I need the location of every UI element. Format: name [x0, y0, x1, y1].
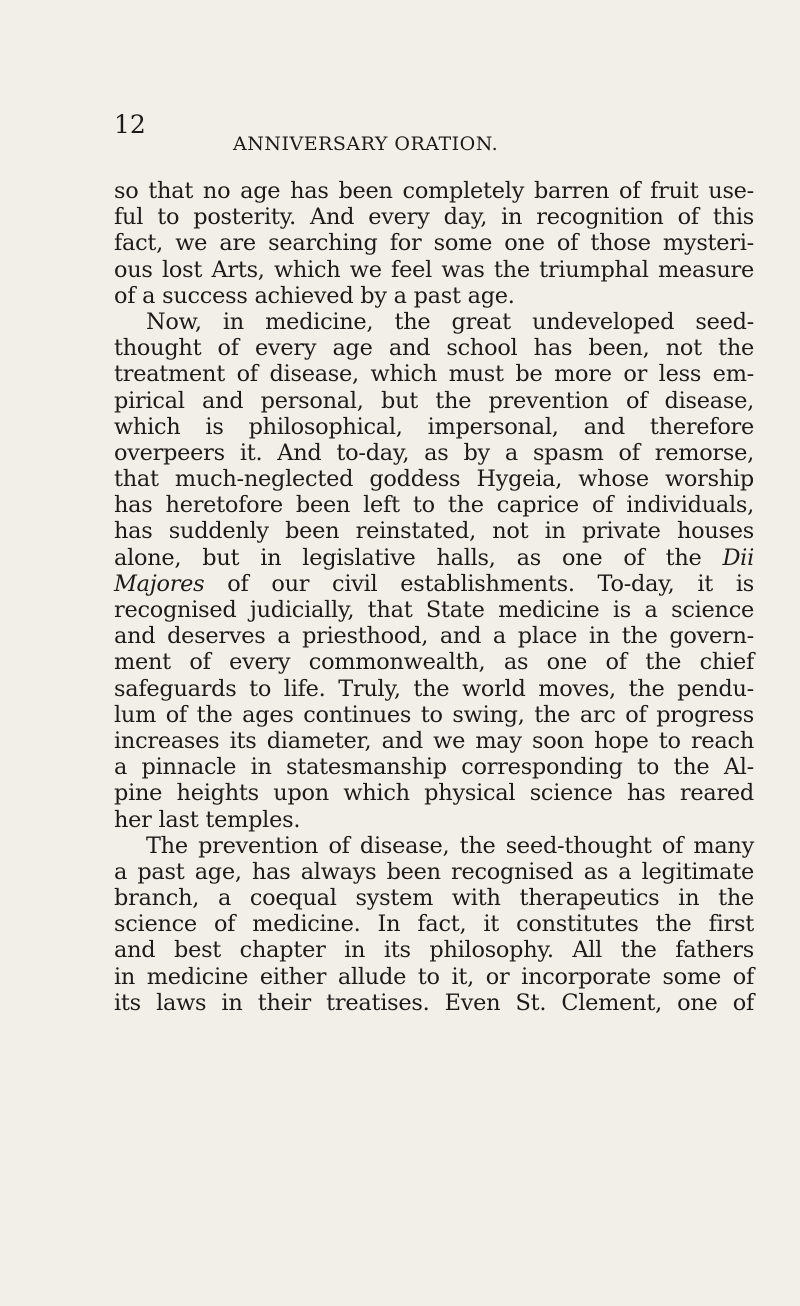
text-run: alone, but in legislative halls, as one of the [114, 544, 723, 571]
text-line: branch, a coequal system with therapeutics in the [114, 885, 754, 912]
text-line: that much-neglected goddess Hygeia, whose worship [114, 466, 754, 493]
text-line: and deserves a priesthood, and a place in the govern- [114, 623, 754, 650]
text-line: increases its diameter, and we may soon hope to reach [114, 727, 754, 754]
text-line: treatment of disease, which must be more or less em- [114, 361, 754, 388]
text-line: ful to posterity. And every day, in recognition of this [114, 204, 754, 231]
text-line: pirical and personal, but the prevention of disease, [114, 387, 754, 414]
page-number: 12 [114, 110, 146, 139]
text-line: ous lost Arts, which we feel was the triumphal measure [114, 256, 754, 283]
text-line: has heretofore been left to the caprice of individuals, [114, 492, 754, 519]
text-line: pine heights upon which physical science has reared [114, 780, 754, 807]
body-text [114, 178, 754, 1016]
text-line: of a success achieved by a past age. [114, 282, 515, 309]
text-line: lum of the ages continues to swing, the arc of progress [114, 701, 754, 728]
text-line: so that no age has been completely barren of fruit use- [114, 178, 754, 204]
text-line: which is philosophical, impersonal, and therefore [114, 413, 754, 440]
italic-text: Dii [722, 544, 754, 571]
text-line: a pinnacle in statesmanship corresponding to the Al- [114, 754, 754, 781]
text-line: Now, in medicine, the great undeveloped seed- [146, 308, 754, 335]
text-line-with-italic [114, 571, 754, 597]
text-line: a past age, has always been recognised as a legitimate [114, 858, 754, 885]
text-line: recognised judicially, that State medicine is a science [114, 597, 754, 623]
text-line-with-italic [114, 545, 754, 571]
text-line: safeguards to life. Truly, the world moves, the pendu- [114, 675, 754, 702]
text-line: in medicine either allude to it, or incorporate some of [114, 963, 754, 990]
text-line: science of medicine. In fact, it constitutes the first [114, 911, 754, 938]
text-line: The prevention of disease, the seed-thought of many [146, 832, 754, 859]
text-run: of our civil establishments. To-day, it is [204, 570, 754, 597]
italic-text: Majores [114, 570, 205, 597]
text-line: thought of every age and school has been, not the [114, 335, 754, 362]
text-line: its laws in their treatises. Even St. Clement, one of [114, 989, 754, 1016]
text-line: her last temples. [114, 806, 301, 833]
text-line: has suddenly been reinstated, not in private houses [114, 518, 754, 545]
running-head-title: ANNIVERSARY ORATION. [233, 133, 499, 155]
text-line: overpeers it. And to-day, as by a spasm of remorse, [114, 439, 754, 466]
text-line: and best chapter in its philosophy. All the fathers [114, 937, 754, 964]
text-line: fact, we are searching for some one of those mysteri- [114, 230, 754, 257]
text-line: ment of every commonwealth, as one of the chief [114, 649, 754, 676]
